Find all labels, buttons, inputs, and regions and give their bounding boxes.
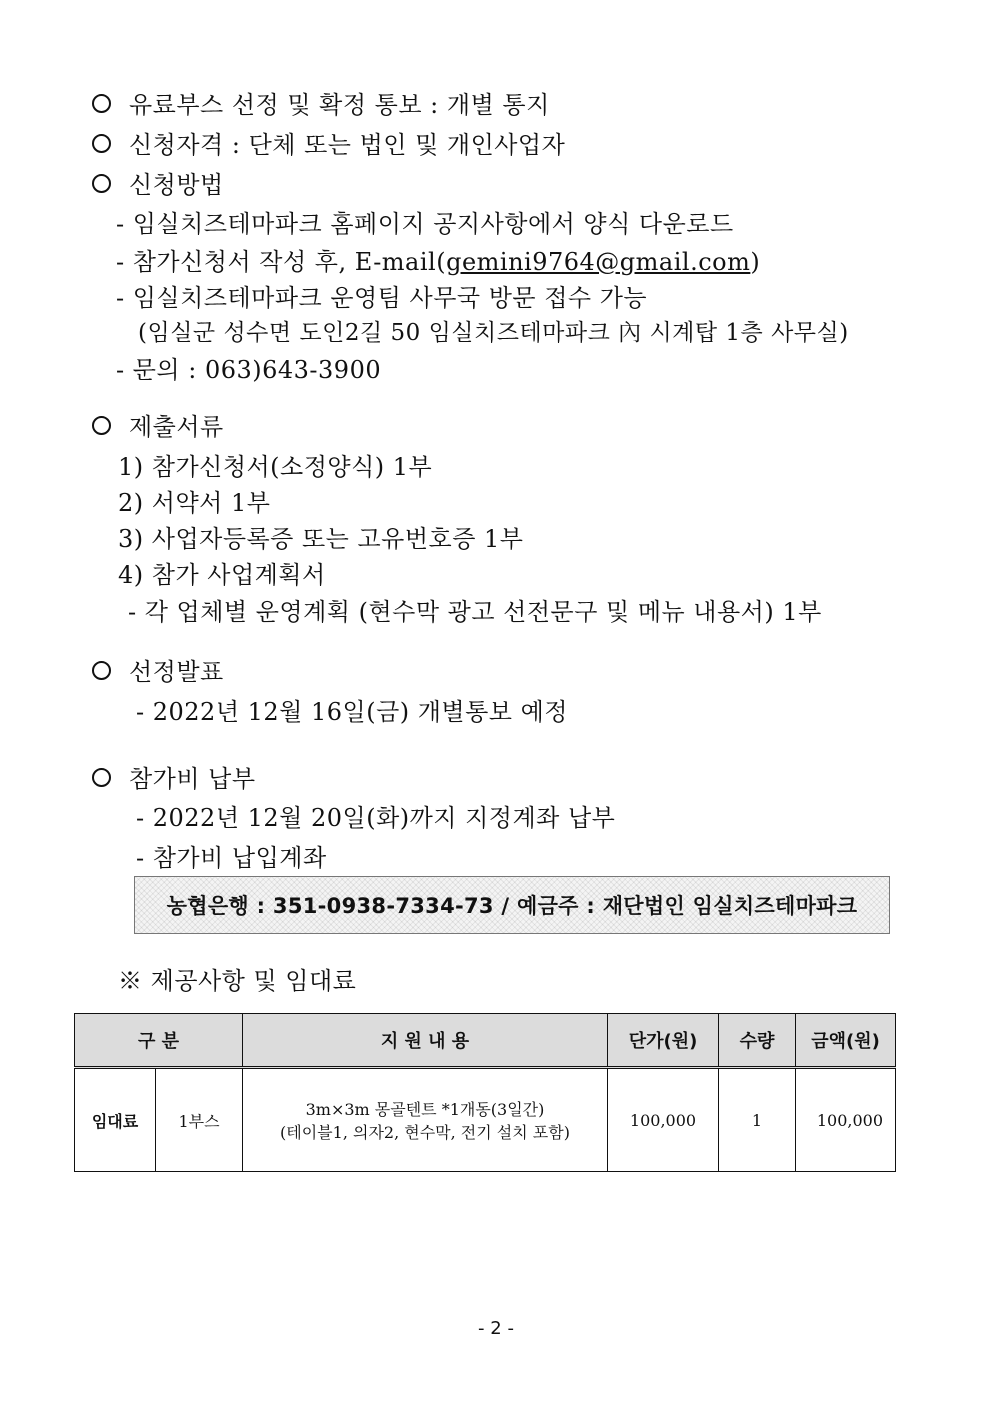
circle-bullet-icon bbox=[92, 416, 111, 435]
header-qty: 수량 bbox=[719, 1014, 796, 1068]
cell-content-line-2: (테이블1, 의자2, 현수막, 전기 설치 포함) bbox=[280, 1123, 570, 1142]
docs-item-4-sub: - 각 업체별 운영계획 (현수막 광고 선전문구 및 메뉴 내용서) 1부 bbox=[128, 598, 822, 626]
email-link[interactable]: gemini9764@gmail.com bbox=[446, 248, 751, 276]
fee-table bbox=[74, 1013, 896, 1172]
fee-item-2: - 참가비 납입계좌 bbox=[136, 844, 327, 872]
method-address: (임실군 성수면 도인2길 50 임실치즈테마파크 內 시계탑 1층 사무실) bbox=[138, 320, 849, 346]
eligibility-line: 신청자격 : 단체 또는 법인 및 개인사업자 bbox=[92, 130, 565, 160]
docs-item-2: 2) 서약서 1부 bbox=[118, 489, 271, 517]
cell-category: 임대료 bbox=[75, 1068, 156, 1172]
header-category: 구 분 bbox=[75, 1014, 243, 1068]
header-amount: 금액(원) bbox=[796, 1014, 896, 1068]
booth-notice-line: 유료부스 선정 및 확정 통보 : 개별 통지 bbox=[92, 90, 550, 120]
fee-item-1: - 2022년 12월 20일(화)까지 지정계좌 납부 bbox=[136, 804, 616, 832]
cell-unit-price: 100,000 bbox=[608, 1068, 719, 1172]
circle-bullet-icon bbox=[92, 94, 111, 113]
docs-item-1: 1) 참가신청서(소정양식) 1부 bbox=[118, 453, 433, 481]
docs-item-4: 4) 참가 사업계획서 bbox=[118, 561, 326, 589]
cell-amount: 100,000 bbox=[796, 1068, 896, 1172]
cell-qty: 1 bbox=[719, 1068, 796, 1172]
method-title: 신청방법 bbox=[92, 170, 224, 200]
fee-title: 참가비 납부 bbox=[92, 764, 256, 794]
method-item-3: - 임실치즈테마파크 운영팀 사무국 방문 접수 가능 bbox=[116, 284, 648, 312]
bank-account-box bbox=[134, 876, 890, 934]
page-number: - 2 - bbox=[478, 1318, 514, 1339]
docs-item-3: 3) 사업자등록증 또는 고유번호증 1부 bbox=[118, 525, 524, 553]
docs-title: 제출서류 bbox=[92, 412, 224, 442]
table-row bbox=[75, 1068, 896, 1172]
bank-account-text: 농협은행 : 351-0938-7334-73 / 예금주 : 재단법인 임실치즈테마파크 bbox=[166, 894, 858, 918]
announce-item: - 2022년 12월 16일(금) 개별통보 예정 bbox=[136, 698, 568, 726]
method-item-1: - 임실치즈테마파크 홈페이지 공지사항에서 양식 다운로드 bbox=[116, 210, 734, 238]
circle-bullet-icon bbox=[92, 768, 111, 787]
circle-bullet-icon bbox=[92, 661, 111, 680]
cell-sub: 1부스 bbox=[156, 1068, 243, 1172]
announce-title: 선정발표 bbox=[92, 657, 224, 687]
cell-content-line-1: 3m×3m 몽골텐트 *1개동(3일간) bbox=[305, 1100, 545, 1119]
table-header-row bbox=[75, 1014, 896, 1068]
circle-bullet-icon bbox=[92, 134, 111, 153]
header-unit-price: 단가(원) bbox=[608, 1014, 719, 1068]
header-content: 지 원 내 용 bbox=[243, 1014, 608, 1068]
method-item-2: - 참가신청서 작성 후, E-mail(gemini9764@gmail.com) bbox=[116, 248, 761, 276]
method-contact: - 문의 : 063)643-3900 bbox=[116, 356, 382, 384]
provide-title: ※ 제공사항 및 임대료 bbox=[118, 967, 357, 995]
cell-content bbox=[243, 1068, 608, 1172]
circle-bullet-icon bbox=[92, 174, 111, 193]
